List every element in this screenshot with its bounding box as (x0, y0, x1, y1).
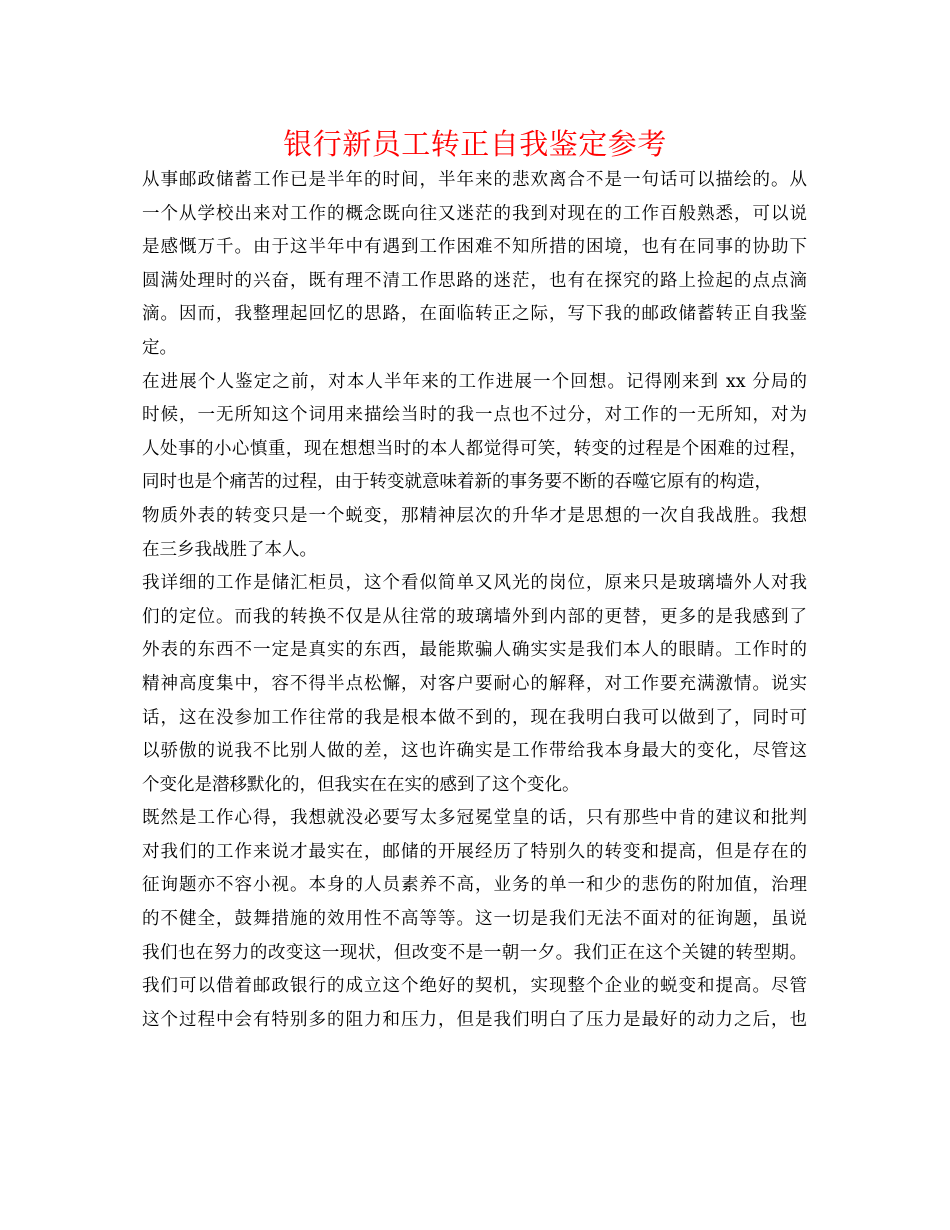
text-line: 的不健全，鼓舞措施的效用性不高等等。这一切是我们无法不面对的征询题，虽说 (142, 909, 807, 930)
text-line: 人处事的小心慎重，现在想想当时的本人都觉得可笑，转变的过程是个困难的过程， (142, 438, 807, 459)
text-line: 我们也在努力的改变这一现状，但改变不是一朝一夕。我们正在这个关键的转型期。 (142, 942, 807, 963)
text-line: 一个从学校出来对工作的概念既向往又迷茫的我到对现在的工作百般熟悉，可以说 (142, 203, 807, 224)
text-line: 对我们的工作来说才最实在，邮储的开展经历了特别久的转变和提高，但是存在的 (142, 841, 807, 862)
text-line: 既然是工作心得，我想就没必要写太多冠冕堂皇的话，只有那些中肯的建议和批判 (142, 808, 807, 829)
text-line: 同时也是个痛苦的过程，由于转变就意味着新的事务要不断的吞噬它原有的构造， (142, 472, 772, 493)
text-line: 这个过程中会有特别多的阻力和压力，但是我们明白了压力是最好的动力之后，也 (142, 1009, 807, 1030)
text-line: 定。 (142, 337, 177, 358)
text-line: 是感慨万千。由于这半年中有遇到工作困难不知所措的困境，也有在同事的协助下 (142, 237, 807, 258)
document-title: 银行新员工转正自我鉴定参考 (283, 127, 667, 161)
text-line: 话，这在没参加工作往常的我是根本做不到的，现在我明白我可以做到了，同时可 (142, 707, 807, 728)
text-line: 物质外表的转变只是一个蜕变，那精神层次的升华才是思想的一次自我战胜。我想 (142, 505, 807, 526)
text-line: 我详细的工作是储汇柜员，这个看似简单又风光的岗位，原来只是玻璃墙外人对我 (142, 573, 807, 594)
text-line: 外表的东西不一定是真实的东西，最能欺骗人确实实是我们本人的眼睛。工作时的 (142, 640, 807, 661)
text-line: 我们可以借着邮政银行的成立这个绝好的契机，实现整个企业的蜕变和提高。尽管 (142, 976, 807, 997)
text-line: 个变化是潜移默化的，但我实在在实的感到了这个变化。 (142, 774, 580, 795)
text-line: 在进展个人鉴定之前，对本人半年来的工作进展一个回想。记得刚来到 xx 分局的 (142, 371, 807, 392)
text-line: 滴。因而，我整理起回忆的思路，在面临转正之际，写下我的邮政储蓄转正自我鉴 (142, 304, 807, 325)
document-body (142, 164, 807, 1037)
text-line: 圆满处理时的兴奋，既有理不清工作思路的迷茫，也有在探究的路上捡起的点点滴 (142, 270, 807, 291)
text-line: 征询题亦不容小视。本身的人员素养不高，业务的单一和少的悲伤的附加值，治理 (142, 875, 807, 896)
text-line: 从事邮政储蓄工作已是半年的时间，半年来的悲欢离合不是一句话可以描绘的。从 (142, 170, 807, 190)
text-line: 以骄傲的说我不比别人做的差，这也许确实是工作带给我本身最大的变化，尽管这 (142, 741, 807, 762)
text-line: 时候，一无所知这个词用来描绘当时的我一点也不过分，对工作的一无所知，对为 (142, 405, 807, 426)
text-line: 们的定位。而我的转换不仅是从往常的玻璃墙外到内部的更替，更多的是我感到了 (142, 606, 807, 627)
text-line: 在三乡我战胜了本人。 (142, 539, 317, 560)
text-line: 精神高度集中，容不得半点松懈，对客户要耐心的解释，对工作要充满激情。说实 (142, 673, 807, 694)
